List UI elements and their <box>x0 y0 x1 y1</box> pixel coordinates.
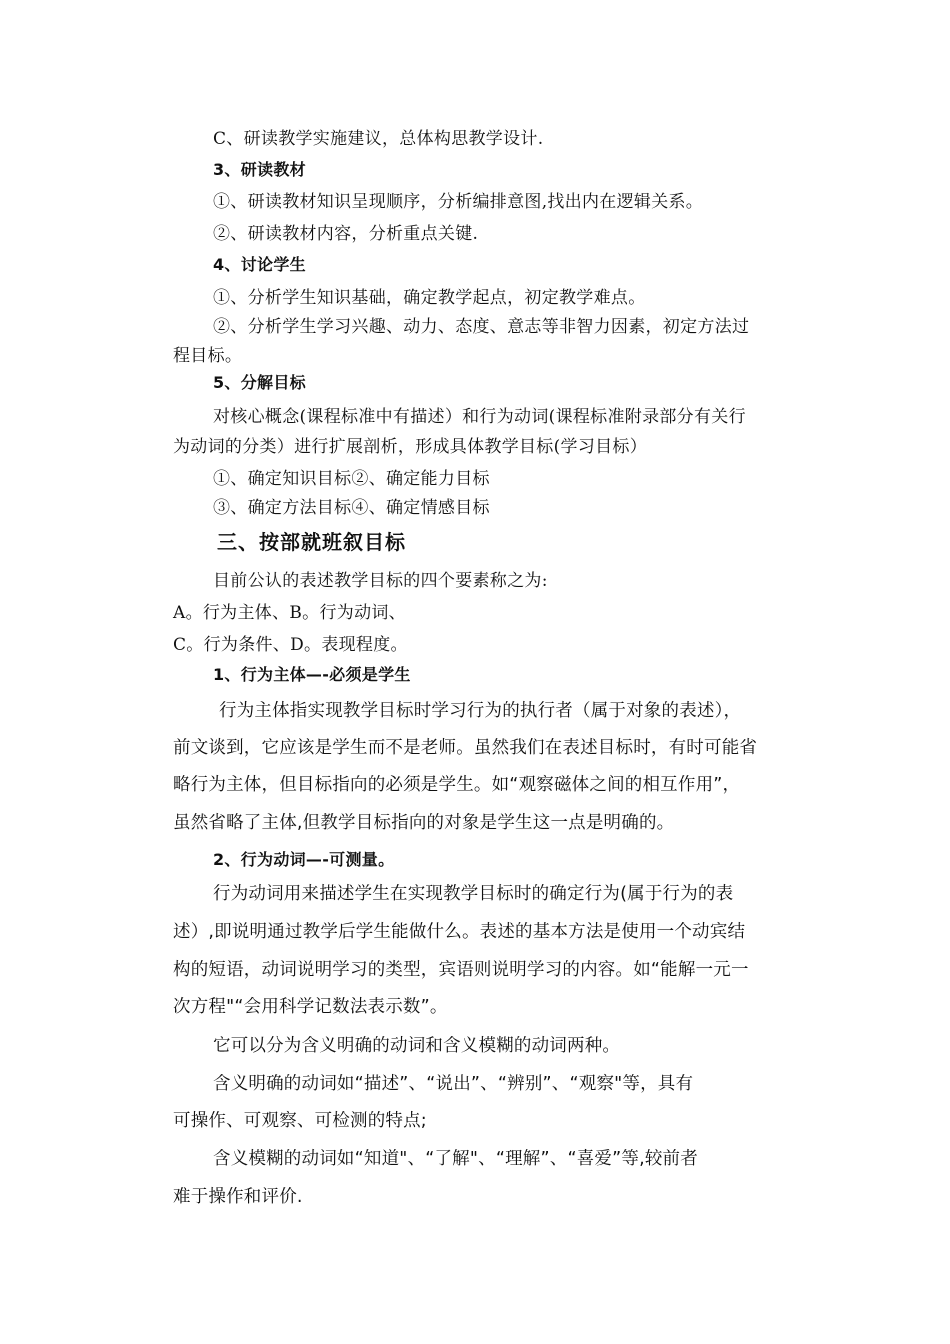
text-line: 略行为主体，但目标指向的必须是学生。如“观察磁体之间的相互作用”， <box>173 775 741 795</box>
text-line: 为动词的分类）进行扩展剖析，形成具体教学目标(学习目标） <box>173 437 648 457</box>
text-line: 虽然省略了主体,但教学目标指向的对象是学生这一点是明确的。 <box>173 813 675 833</box>
text-line: 对核心概念(课程标准中有描述）和行为动词(课程标准附录部分有关行 <box>213 407 746 427</box>
section-heading-4: 4、讨论学生 <box>213 255 306 274</box>
subsection-heading-1: 1、行为主体—-必须是学生 <box>213 665 411 684</box>
text-line: C、研读教学实施建议，总体构思教学设计. <box>213 129 544 149</box>
text-line: A。行为主体、B。行为动词、 <box>173 603 406 623</box>
text-line: 难于操作和评价. <box>173 1187 303 1207</box>
text-line: ①、研读教材知识呈现顺序，分析编排意图,找出内在逻辑关系。 <box>213 192 704 212</box>
text-line: 述）,即说明通过教学后学生能做什么。表述的基本方法是使用一个动宾结 <box>173 922 746 942</box>
section-heading-3: 3、研读教材 <box>213 160 306 179</box>
section-heading-5: 5、分解目标 <box>213 373 306 392</box>
text-line: C。行为条件、D。表现程度。 <box>173 635 408 655</box>
text-line: 前文谈到，它应该是学生而不是老师。虽然我们在表述目标时，有时可能省 <box>173 738 758 758</box>
subsection-heading-2: 2、行为动词—-可测量。 <box>213 850 395 869</box>
text-line: ②、研读教材内容，分析重点关键. <box>213 224 479 244</box>
text-line: 它可以分为含义明确的动词和含义模糊的动词两种。 <box>213 1036 621 1056</box>
chapter-heading: 三、按部就班叙目标 <box>217 530 406 554</box>
text-line: 构的短语，动词说明学习的类型，宾语则说明学习的内容。如“能解一元一 <box>173 960 749 980</box>
text-line: ①、分析学生知识基础，确定教学起点，初定教学难点。 <box>213 288 646 308</box>
text-line: 行为主体指实现教学目标时学习行为的执行者（属于对象的表述）， <box>219 701 742 721</box>
text-line: ②、分析学生学习兴趣、动力、态度、意志等非智力因素，初定方法过 <box>213 317 750 337</box>
text-line: 含义模糊的动词如“知道"、“了解"、“理解”、“喜爱”等,较前者 <box>213 1149 698 1169</box>
text-line: 次方程"“会用科学记数法表示数”。 <box>173 997 448 1017</box>
text-line: ③、确定方法目标④、确定情感目标 <box>213 498 490 518</box>
text-line: ①、确定知识目标②、确定能力目标 <box>213 469 490 489</box>
text-line: 目前公认的表述教学目标的四个要素称之为: <box>213 571 548 591</box>
text-line: 行为动词用来描述学生在实现教学目标时的确定行为(属于行为的表 <box>213 884 734 904</box>
text-line: 可操作、可观察、可检测的特点; <box>173 1111 427 1131</box>
text-line: 程目标。 <box>173 346 243 366</box>
text-line: 含义明确的动词如“描述”、“说出”、“辨别”、“观察"等，具有 <box>213 1074 694 1094</box>
